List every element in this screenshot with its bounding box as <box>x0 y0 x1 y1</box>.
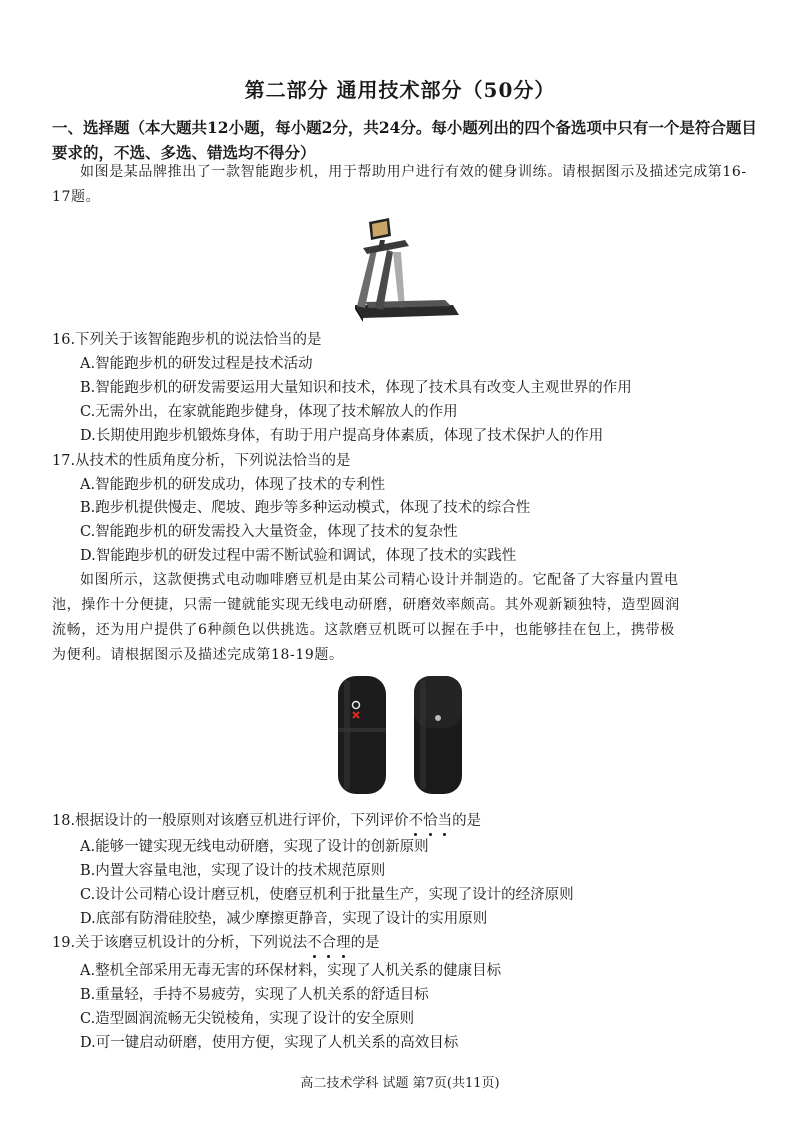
question-17-option-b: B.跑步机提供慢走、爬坡、跑步等多种运动模式，体现了技术的综合性 <box>80 500 531 516</box>
intro-grinder-line-2: 池，操作十分便捷，只需一键就能实现无线电动研磨，研磨效率颇高。其外观新颖独特，造型圆润 <box>52 597 680 613</box>
question-19-stem-pre: 19.关于该磨豆机设计的分析，下列说法 <box>52 935 308 951</box>
question-18-option-a: A.能够一键实现无线电动研磨，实现了设计的创新原则 <box>80 839 429 855</box>
intro-grinder-line-1: 如图所示，这款便携式电动咖啡磨豆机是由某公司精心设计并制造的。它配备了大容量内置电 <box>80 572 679 588</box>
question-17-option-d: D.智能跑步机的研发过程中需不断试验和调试，体现了技术的实践性 <box>80 548 517 564</box>
question-18-option-b: B.内置大容量电池，实现了设计的技术规范原则 <box>80 863 386 879</box>
question-17-option-a: A.智能跑步机的研发成功，体现了技术的专利性 <box>80 477 386 493</box>
emphasis-char: 不 <box>409 810 424 832</box>
emphasis-char: 合 <box>322 932 337 954</box>
question-16-option-c: C.无需外出，在家就能跑步健身，体现了技术解放人的作用 <box>80 404 458 420</box>
treadmill-image <box>335 210 465 325</box>
question-19-option-d: D.可一键启动研磨，使用方便，实现了人机关系的高效目标 <box>80 1035 459 1051</box>
section-heading: 一、选择题（本大题共12小题，每小题2分，共24分。每小题列出的四个备选项中只有一个是符合题目要求的，不选、多选、错选均不得分） <box>52 118 757 162</box>
question-18-option-c: C.设计公司精心设计磨豆机，使磨豆机利于批量生产，实现了设计的经济原则 <box>80 887 574 903</box>
question-18-stem-post: 的是 <box>452 813 482 829</box>
question-18-stem <box>52 810 481 832</box>
question-16-option-a: A.智能跑步机的研发过程是技术活动 <box>80 356 313 372</box>
page-title: 第二部分 通用技术部分（50分） <box>244 78 556 102</box>
intro-grinder-line-4: 为便利。请根据图示及描述完成第18-19题。 <box>52 647 344 663</box>
question-19-stem <box>52 932 380 954</box>
question-19-stem-post: 的是 <box>350 935 380 951</box>
intro-treadmill: 如图是某品牌推出了一款智能跑步机，用于帮助用户进行有效的健身训练。请根据图示及描述完成第16-17题。 <box>52 164 747 205</box>
question-16-option-b: B.智能跑步机的研发需要运用大量知识和技术，体现了技术具有改变人主观世界的作用 <box>80 380 632 396</box>
question-16-stem: 16.下列关于该智能跑步机的说法恰当的是 <box>52 332 322 348</box>
question-19-option-a: A.整机全部采用无毒无害的环保材料，实现了人机关系的健康目标 <box>80 963 502 979</box>
emphasis-char: 恰 <box>423 810 438 832</box>
emphasis-text <box>409 813 453 829</box>
question-18-stem-emphasis <box>409 813 453 829</box>
emphasis-char: 当 <box>438 810 453 832</box>
emphasis-text <box>307 935 351 951</box>
question-18-stem-pre: 18.根据设计的一般原则对该磨豆机进行评价，下列评价 <box>52 813 409 829</box>
intro-grinder-line-3: 流畅，还为用户提供了6种颜色以供挑选。这款磨豆机既可以握在手中，也能够挂在包上，携带极 <box>52 622 675 638</box>
emphasis-char: 不 <box>307 932 322 954</box>
question-18-option-d: D.底部有防滑硅胶垫，减少摩擦更静音，实现了设计的实用原则 <box>80 911 488 927</box>
grinder-image <box>330 672 475 802</box>
question-17-option-c: C.智能跑步机的研发需投入大量资金，体现了技术的复杂性 <box>80 524 458 540</box>
question-17-stem: 17.从技术的性质角度分析，下列说法恰当的是 <box>52 453 351 469</box>
page-footer: 高二技术学科 试题 第7页(共11页) <box>300 1076 500 1091</box>
emphasis-char: 理 <box>336 932 351 954</box>
question-19-option-b: B.重量轻，手持不易疲劳，实现了人机关系的舒适目标 <box>80 987 429 1003</box>
question-19-stem-emphasis <box>307 935 351 951</box>
question-16-option-d: D.长期使用跑步机锻炼身体，有助于用户提高身体素质，体现了技术保护人的作用 <box>80 428 604 444</box>
question-19-option-c: C.造型圆润流畅无尖锐棱角，实现了设计的安全原则 <box>80 1011 415 1027</box>
